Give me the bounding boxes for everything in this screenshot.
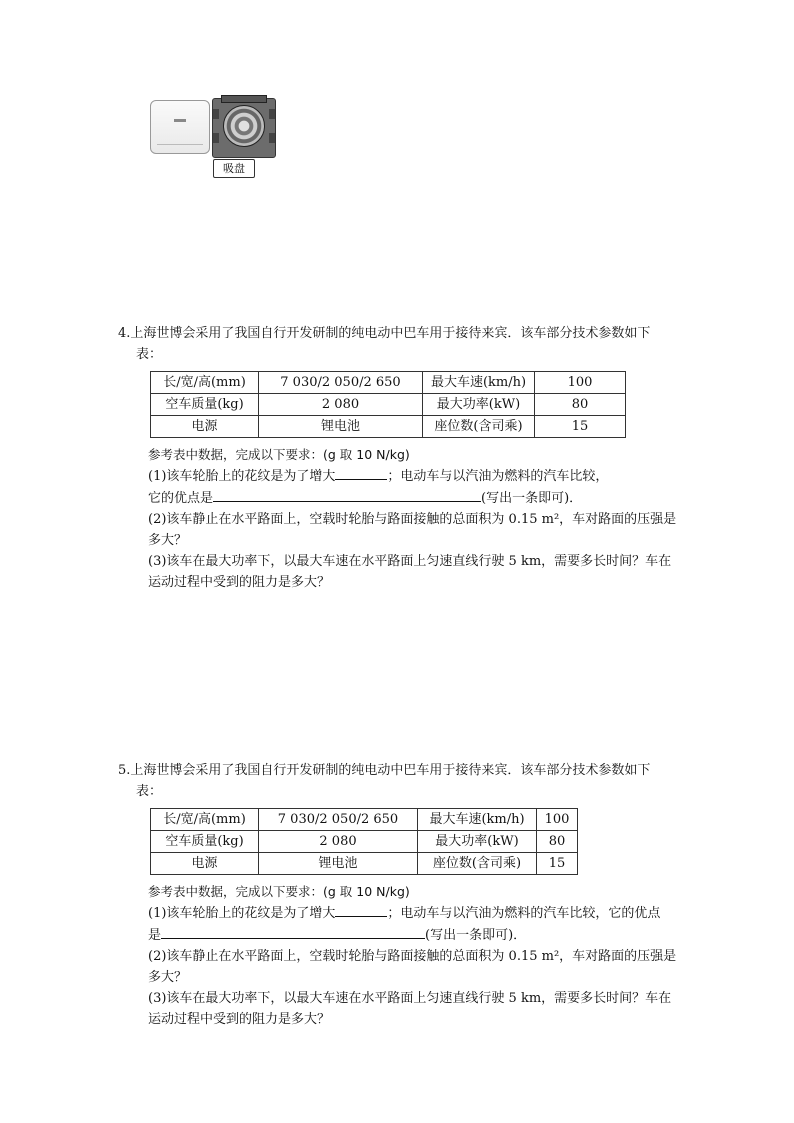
window-cleaner-back-image (212, 98, 276, 158)
sub-question-1-cont: 是 (148, 928, 162, 943)
table-row (151, 853, 578, 875)
table-cell: 最大车速(km/h) (418, 809, 537, 831)
tech-params-table (150, 371, 626, 438)
question-intro: 上海世博会采用了我国自行开发研制的纯电动中巴车用于接待来宾．该车部分技术参数如下 (130, 326, 651, 341)
question-intro: 上海世博会采用了我国自行开发研制的纯电动中巴车用于接待来宾．该车部分技术参数如下 (130, 763, 651, 778)
sub-question-3-cont: 运动过程中受到的阻力是多大？ (148, 575, 331, 590)
table-cell: 80 (535, 394, 626, 416)
sub-question-1-cont: ；电动车与以汽油为燃料的汽车比较，它的优点 (387, 906, 661, 921)
table-cell: 100 (537, 809, 578, 831)
window-cleaner-front-image (150, 100, 210, 154)
sub-question-1-cont: ；电动车与以汽油为燃料的汽车比较， (387, 469, 609, 484)
sub-question-2: (2)该车静止在水平路面上，空载时轮胎与路面接触的总面积为 0.15 m²，车对路面的压强是 (148, 949, 677, 964)
table-row (151, 416, 626, 438)
sub-question-3: (3)该车在最大功率下，以最大车速在水平路面上匀速直线行驶 5 km，需要多长时间？车在 (148, 991, 672, 1006)
table-cell: 2 080 (259, 831, 418, 853)
reference-note: 参考表中数据，完成以下要求：(g 取 10 N/kg) (148, 884, 410, 899)
question-5 (118, 760, 708, 1030)
question-4 (118, 323, 708, 593)
question-number: 5. (118, 763, 131, 778)
table-cell: 座位数(含司乘) (418, 853, 537, 875)
sub-question-2-cont: 多大？ (148, 970, 188, 985)
table-cell: 锂电池 (259, 416, 423, 438)
answer-blank[interactable] (335, 902, 387, 917)
table-cell: 15 (537, 853, 578, 875)
table-cell: 最大车速(km/h) (423, 372, 535, 394)
sub-question-1-cont: (写出一条即可)． (425, 928, 527, 943)
table-cell: 空车质量(kg) (151, 394, 259, 416)
sub-question-2-cont: 多大？ (148, 533, 188, 548)
table-cell: 7 030/2 050/2 650 (259, 809, 418, 831)
sub-question-2: (2)该车静止在水平路面上，空载时轮胎与路面接触的总面积为 0.15 m²，车对路面的压强是 (148, 512, 677, 527)
tech-params-table (150, 808, 578, 875)
table-cell: 长/宽/高(mm) (151, 809, 259, 831)
answer-blank[interactable] (161, 924, 425, 939)
question-intro-cont: 表： (136, 347, 163, 362)
table-cell: 座位数(含司乘) (423, 416, 535, 438)
table-cell: 电源 (151, 416, 259, 438)
table-row (151, 394, 626, 416)
table-cell: 电源 (151, 853, 259, 875)
table-cell: 15 (535, 416, 626, 438)
sub-question-3-cont: 运动过程中受到的阻力是多大？ (148, 1012, 331, 1027)
table-cell: 长/宽/高(mm) (151, 372, 259, 394)
sub-question-1-cont: (写出一条即可)． (481, 491, 583, 506)
table-cell: 空车质量(kg) (151, 831, 259, 853)
reference-note: 参考表中数据，完成以下要求：(g 取 10 N/kg) (148, 447, 410, 462)
table-cell: 最大功率(kW) (423, 394, 535, 416)
sub-question-1: (1)该车轮胎上的花纹是为了增大 (148, 906, 336, 921)
question-intro-cont: 表： (136, 784, 163, 799)
table-cell: 锂电池 (259, 853, 418, 875)
sub-question-3: (3)该车在最大功率下，以最大车速在水平路面上匀速直线行驶 5 km，需要多长时间？车在 (148, 554, 672, 569)
suction-cup-label: 吸盘 (213, 159, 255, 178)
table-cell: 2 080 (259, 394, 423, 416)
sub-question-1: (1)该车轮胎上的花纹是为了增大 (148, 469, 336, 484)
table-cell: 最大功率(kW) (418, 831, 537, 853)
answer-blank[interactable] (213, 487, 481, 502)
table-cell: 80 (537, 831, 578, 853)
table-row (151, 831, 578, 853)
suction-cup-disc (223, 105, 265, 147)
table-cell: 100 (535, 372, 626, 394)
table-cell: 7 030/2 050/2 650 (259, 372, 423, 394)
device-figure (146, 96, 286, 181)
sub-question-1-cont: 它的优点是 (148, 491, 214, 506)
table-row (151, 372, 626, 394)
answer-blank[interactable] (335, 465, 387, 480)
table-row (151, 809, 578, 831)
question-number: 4. (118, 326, 131, 341)
